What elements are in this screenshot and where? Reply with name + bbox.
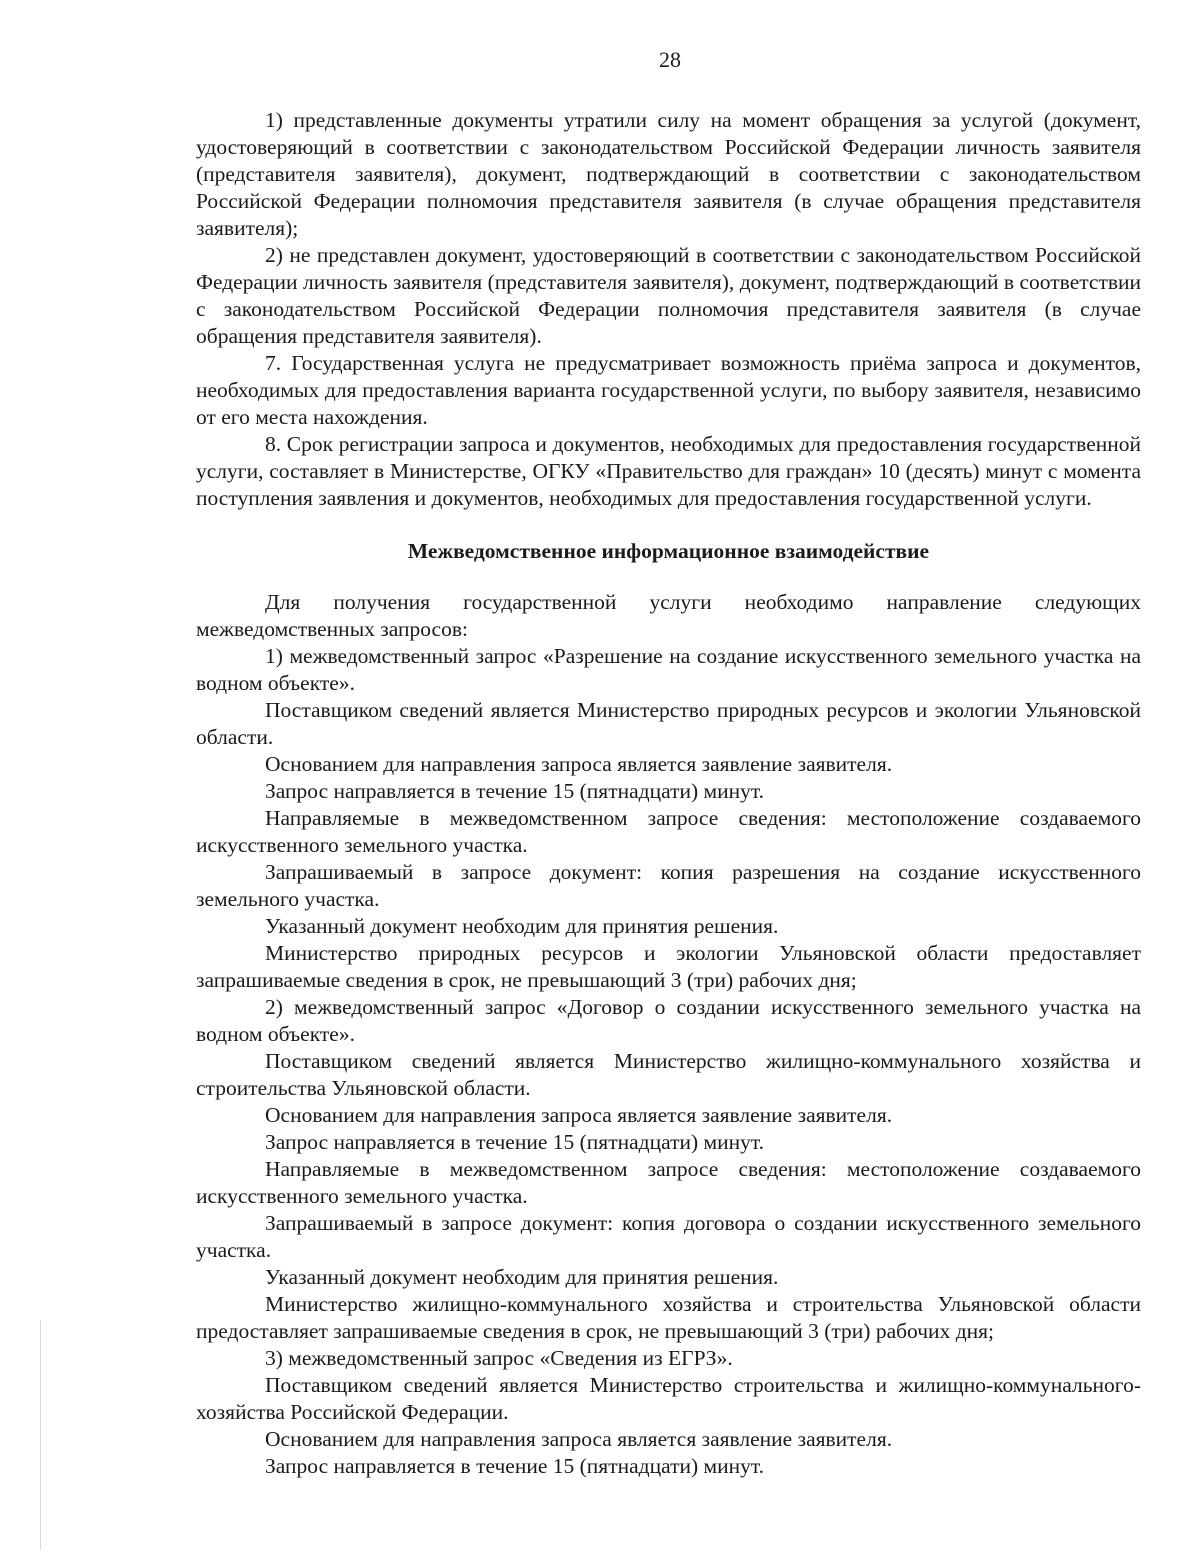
scan-edge-line [40, 1320, 41, 1550]
paragraph: Запрашиваемый в запросе документ: копия разрешения на создание искусственного земельного участка. [196, 860, 1141, 911]
paragraph: Направляемые в межведомственном запросе сведения: местоположение создаваемого искусственного земельного участка. [196, 1157, 1141, 1208]
paragraph: 7. Государственная услуга не предусматривает возможность приёма запроса и документов, необходимых для предоставления варианта государственной услуги, по выбору заявителя, независимо от его места нахождения. [196, 351, 1141, 429]
paragraph: Запрашиваемый в запросе документ: копия договора о создании искусственного земельного участка. [196, 1211, 1141, 1262]
paragraph: Основанием для направления запроса является заявление заявителя. [265, 1427, 893, 1451]
section-heading: Межведомственное информационное взаимодействие [407, 539, 930, 563]
paragraph: 2) не представлен документ, удостоверяющий в соответствии с законодательством Российской Федерации личность заявителя (представителя заявителя), документ, подтверждающий в соответствии с законодательством Российской Федерации полномочия представителя заявителя (в случае обращения представителя заявителя). [196, 243, 1141, 348]
document-body [196, 107, 1141, 1480]
paragraph: 1) представленные документы утратили силу на момент обращения за услугой (документ, удостоверяющий в соответствии с законодательством Российской Федерации личность заявителя (представителя заявителя), документ, подтверждающий в соответствии с законодательством Российской Федерации полномочия представителя заявителя (в случае обращения представителя заявителя); [196, 108, 1141, 240]
paragraph: Указанный документ необходим для принятия решения. [265, 914, 779, 938]
paragraph: Поставщиком сведений является Министерство жилищно-коммунального хозяйства и строительства Ульяновской области. [196, 1049, 1141, 1100]
paragraph: Министерство природных ресурсов и экологии Ульяновской области предоставляет запрашиваемые сведения в срок, не превышающий 3 (три) рабочих дня; [196, 941, 1141, 992]
paragraph: Запрос направляется в течение 15 (пятнадцати) минут. [265, 779, 765, 803]
paragraph: Поставщиком сведений является Министерство строительства и жилищно-коммунального-хозяйства Российской Федерации. [196, 1373, 1141, 1424]
paragraph: 1) межведомственный запрос «Разрешение на создание искусственного земельного участка на водном объекте». [196, 644, 1141, 695]
paragraph: Направляемые в межведомственном запросе сведения: местоположение создаваемого искусственного земельного участка. [196, 806, 1141, 857]
paragraph: 8. Срок регистрации запроса и документов, необходимых для предоставления государственной услуги, составляет в Министерстве, ОГКУ «Правительство для граждан» 10 (десять) минут с момента поступления заявления и документов, необходимых для предоставления государственной услуги. [196, 432, 1141, 510]
page-number: 28 [659, 47, 681, 72]
paragraph: Указанный документ необходим для принятия решения. [265, 1265, 779, 1289]
paragraph: Основанием для направления запроса является заявление заявителя. [265, 752, 893, 776]
paragraph: Поставщиком сведений является Министерство природных ресурсов и экологии Ульяновской области. [196, 698, 1141, 749]
paragraph: 3) межведомственный запрос «Сведения из ЕГРЗ». [265, 1346, 733, 1370]
paragraph: Запрос направляется в течение 15 (пятнадцати) минут. [265, 1130, 765, 1154]
paragraph: Министерство жилищно-коммунального хозяйства и строительства Ульяновской области предоставляет запрашиваемые сведения в срок, не превышающий 3 (три) рабочих дня; [196, 1292, 1141, 1343]
paragraph: 2) межведомственный запрос «Договор о создании искусственного земельного участка на водном объекте». [196, 995, 1141, 1046]
paragraph: Запрос направляется в течение 15 (пятнадцати) минут. [265, 1454, 765, 1478]
paragraph: Для получения государственной услуги необходимо направление следующих межведомственных запросов: [196, 590, 1141, 641]
paragraph: Основанием для направления запроса является заявление заявителя. [265, 1103, 893, 1127]
